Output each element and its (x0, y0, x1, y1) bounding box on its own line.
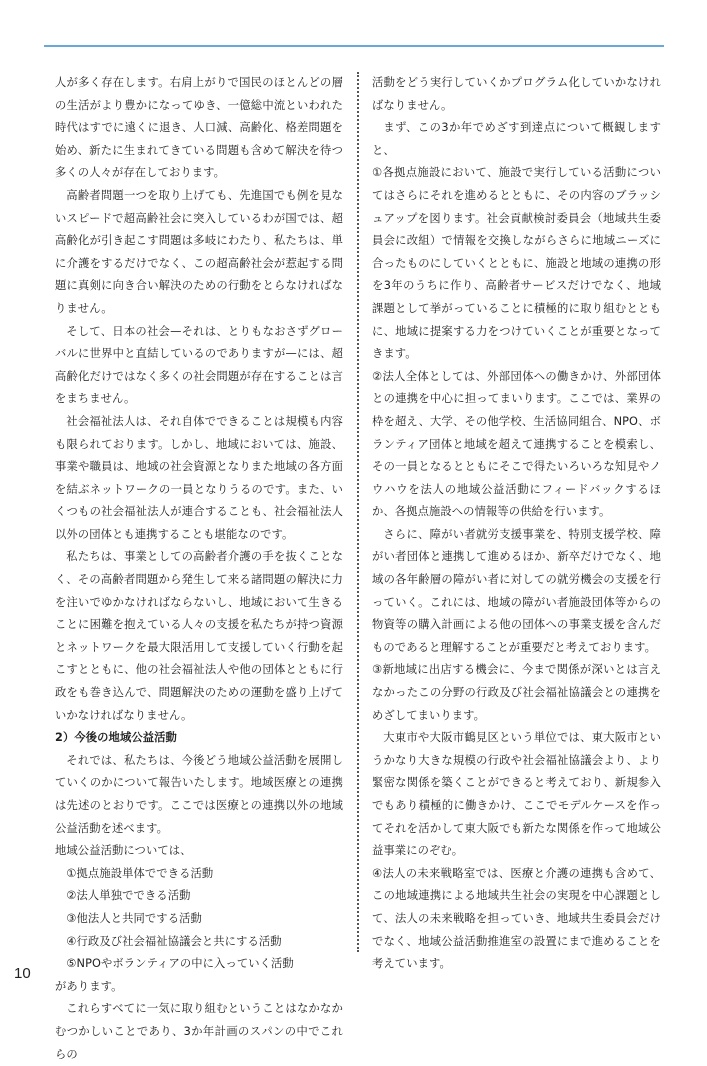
paragraph: まず、この3か年でめざす到達点について概観しますと、 (372, 121, 661, 157)
list-item: ⑤NPOやボランティアの中に入っていく活動 (66, 957, 294, 971)
right-column (372, 72, 661, 976)
paragraph: これらすべてに一気に取り組むということはなかなかむつかしいことであり、3か年計画のスパンの中でこれらの (55, 1002, 343, 1061)
list-item: ①拠点施設単体でできる活動 (66, 866, 214, 880)
paragraph: ①各拠点施設において、施設で実行している活動についてはさらにそれを進めるとともに、その内容のブラッシュアップを図ります。社会貢献検討委員会（地域共生委員会に改組）で情報を交換しながらさらに地域ニーズに合ったものにしていくとともに、施設と地域の連携の形を3年のうちに作り、高齢者サービスだけでなく、地域課題として挙がっていることに積極的に取り組むとともに、地域に提案する力をつけていくことが重要となってきます。 (372, 166, 661, 361)
paragraph: 地域公益活動については、 (55, 844, 192, 858)
list-item: ④行政及び社会福祉協議会と共にする活動 (66, 934, 282, 948)
paragraph: 社会福祉法人は、それ自体でできることは規模も内容も限られております。しかし、地域においては、施設、事業や職員は、地域の社会資源となりまた地域の各方面を結ぶネットワークの一員となりうるのです。また、いくつもの社会福祉法人が連合することも、社会福祉法人以外の団体とも連携することも堪能なのです。 (55, 414, 343, 541)
header-rule (44, 45, 664, 47)
page-number: 10 (14, 965, 31, 982)
list-item: ③他法人と共同でする活動 (66, 911, 202, 925)
paragraph: そして、日本の社会—それは、とりもなおさずグローバルに世界中と直結しているのでありますが—には、超高齢化だけではなく多くの社会問題が存在することは言をまちません。 (55, 324, 343, 406)
paragraph: ④法人の未来戦略室では、医療と介護の連携も含めて、この地域連携による地域共生社会の実現を中心課題として、法人の未来戦略を担っていき、地域共生委員会だけでなく、地域公益活動推進室の設置にまで進めることを考えています。 (372, 866, 661, 971)
section-heading: 2）今後の地域公益活動 (55, 731, 177, 745)
list-item: ②法人単独でできる活動 (66, 889, 191, 903)
paragraph: 人が多く存在します。右肩上がりで国民のほとんどの層の生活がより豊かになってゆき、一億総中流といわれた時代はすでに遠くに退き、人口減、高齢化、格差問題を始め、新たに生まれてきている問題も含めて解決を待つ多くの人々が存在しております。 (55, 76, 343, 180)
paragraph: があります。 (55, 979, 123, 993)
column-divider (357, 72, 359, 952)
paragraph: 活動をどう実行していくかプログラム化していかなければなりません。 (372, 76, 661, 112)
paragraph: さらに、障がい者就労支援事業を、特別支援学校、障がい者団体と連携して進めるほか、新卒だけでなく、地域の各年齢層の障がい者に対しての就労機会の支援を行っていく。これには、地域の障がい者施設団体等からの物資等の購入計画による他の団体への事業支援を含んだものであると理解することが重要だと考えております。 (372, 527, 661, 654)
paragraph: 私たちは、事業としての高齢者介護の手を抜くことなく、その高齢者問題から発生して来る諸問題の解決に力を注いでゆかなければならないし、地域において生きることに困難を抱えている人々の支援を私たちが持つ資源とネットワークを最大限活用して支援していく行動を起こすとともに、他の社会福祉法人や他の団体とともに行政をも巻き込んで、問題解決のための運動を盛り上げていかなければなりません。 (55, 550, 343, 722)
paragraph: 高齢者問題一つを取り上げても、先進国でも例を見ないスピードで超高齢社会に突入しているわが国では、超高齢化が引き起こす問題は多岐にわたり、私たちは、単に介護をするだけでなく、この超高齢社会が惹起する問題に真剣に向き合い解決のための行動をとらなければなりません。 (55, 188, 343, 315)
paragraph: ②法人全体としては、外部団体への働きかけ、外部団体との連携を中心に担ってまいります。ここでは、業界の枠を超え、大学、その他学校、生活協同組合、NPO、ボランティア団体と地域を超えて連携することを模索し、その一員となるとともにそこで得たいろいろな知見やノウハウを法人の地域公益活動にフィードバックするほか、各拠点施設への情報等の供給を行います。 (372, 369, 661, 519)
paragraph: それでは、私たちは、今後どう地域公益活動を展開していくのかについて報告いたします。地域医療との連携は先述のとおりです。ここでは医療との連携以外の地域公益活動を述べます。 (55, 753, 343, 835)
paragraph: 大東市や大阪市鶴見区という単位では、東大阪市というかなり大きな規模の行政や社会福祉協議会より、より緊密な関係を築くことができると考えており、新規参入でもあり積極的に働きかけ、ここでモデルケースを作ってそれを活かして東大阪でも新たな関係を作って地域公益事業にのぞむ。 (372, 731, 661, 858)
paragraph: ③新地域に出店する機会に、今まで関係が深いとは言えなかったこの分野の行政及び社会福祉協議会との連携をめざしてまいります。 (372, 663, 661, 722)
left-column (55, 72, 343, 1066)
